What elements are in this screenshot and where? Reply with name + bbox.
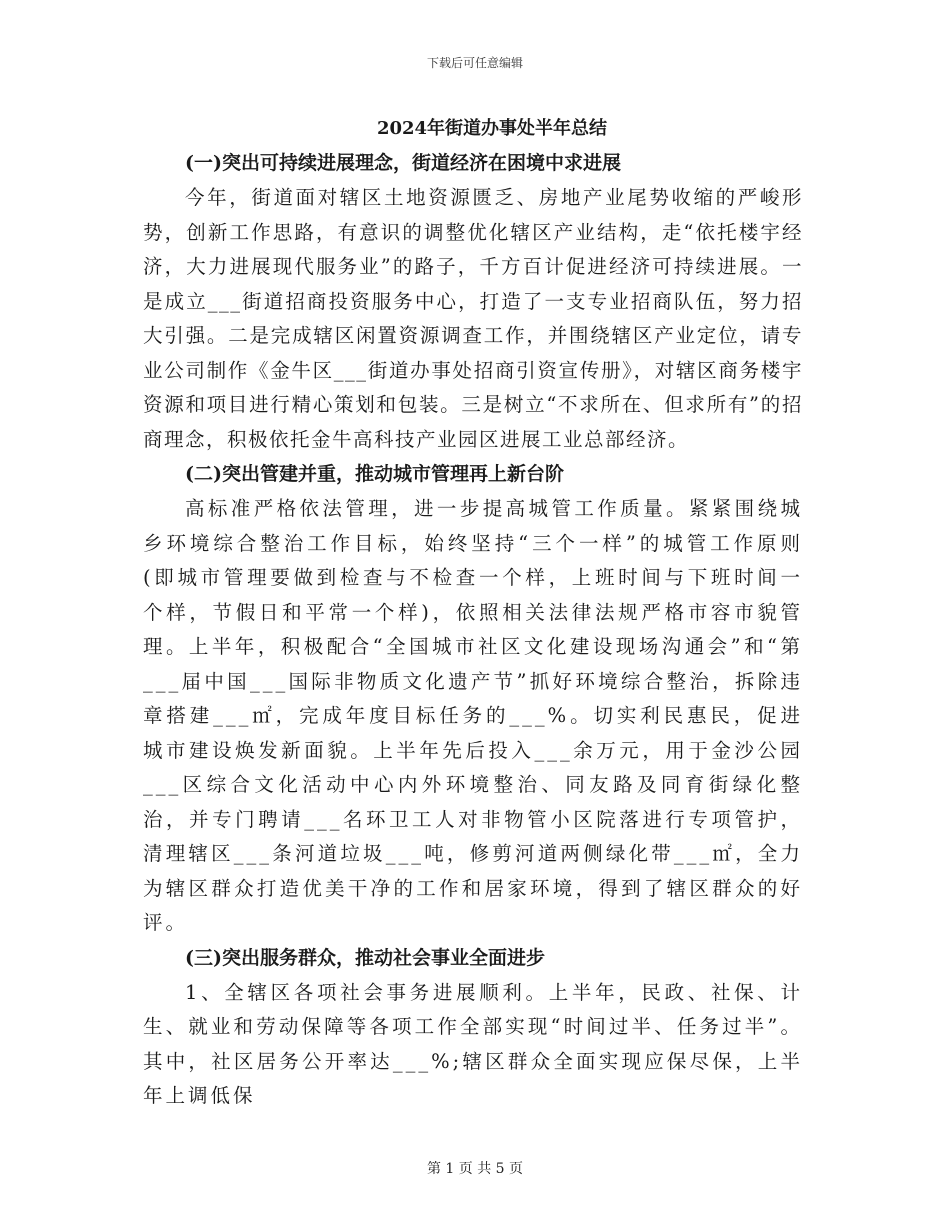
- page-number: 第 1 页 共 5 页: [426, 1161, 524, 1177]
- section-heading-1: (一)突出可持续进展理念，街道经济在困境中求进展: [185, 152, 621, 174]
- section-heading-2: (二)突出管建并重，推动城市管理再上新台阶: [185, 463, 564, 485]
- header-note: 下载后可任意编辑: [426, 56, 523, 70]
- section-1-paragraph: 今年，街道面对辖区土地资源匮乏、房地产业尾势收缩的严峻形势，创新工作思路，有意识的调整优化辖区产业结构，走“依托楼宇经济，大力进展现代服务业”的路子，千方百计促进经济可持续进展。一是成立___街道招商投资服务中心，打造了一支专业招商队伍，努力招大引强。二是完成辖区闲置资源调查工作，并围绕辖区产业定位，请专业公司制作《金牛区___街道办事处招商引资宣传册》，对辖区商务楼宇资源和项目进行精心策划和包装。三是树立“不求所在、但求所有”的招商理念，积极依托金牛高科技产业园区进展工业总部经济。: [143, 186, 803, 451]
- section-heading-3: (三)突出服务群众，推动社会事业全面进步: [185, 946, 545, 969]
- document-title: 2024年街道办事处半年总结: [376, 118, 608, 139]
- section-3-paragraph: 1、全辖区各项社会事务进展顺利。上半年，民政、社保、计生、就业和劳动保障等各项工作全部实现“时间过半、任务过半”。其中，社区居务公开率达___%;辖区群众全面实现应保尽保，上半年上调低保: [143, 980, 803, 1107]
- document-body: [143, 112, 803, 1114]
- section-2-paragraph: 高标准严格依法管理，进一步提高城管工作质量。紧紧围绕城乡环境综合整治工作目标，始终坚持“三个一样”的城管工作原则(即城市管理要做到检查与不检查一个样，上班时间与下班时间一个样，节假日和平常一个样)，依照相关法律法规严格市容市貌管理。上半年，积极配合“全国城市社区文化建设现场沟通会”和“第___届中国___国际非物质文化遗产节”抓好环境综合整治，拆除违章搭建___㎡，完成年度目标任务的___%。切实利民惠民，促进城市建设焕发新面貌。上半年先后投入___余万元，用于金沙公园___区综合文化活动中心内外环境整治、同友路及同育街绿化整治，并专门聘请___名环卫工人对非物管小区院落进行专项管护，清理辖区___条河道垃圾___吨，修剪河道两侧绿化带___㎡，全力为辖区群众打造优美干净的工作和居家环境，得到了辖区群众的好评。: [143, 497, 803, 934]
